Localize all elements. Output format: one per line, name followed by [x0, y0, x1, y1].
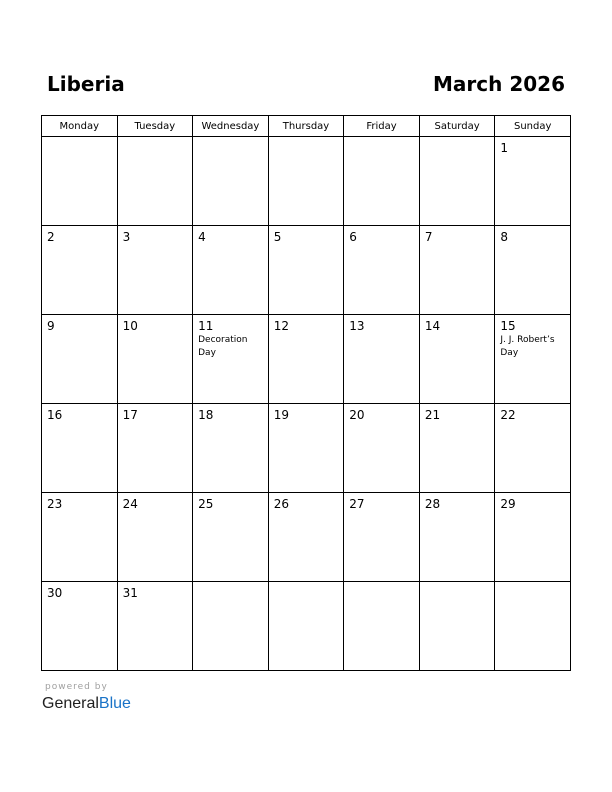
day-number: 10 — [122, 319, 138, 333]
week-row — [42, 493, 571, 582]
day-cell — [495, 226, 571, 315]
weekday-tuesday: Tuesday — [117, 116, 193, 137]
day-cell — [344, 404, 420, 493]
day-cell — [419, 404, 495, 493]
day-cell — [193, 582, 269, 671]
day-cell — [495, 404, 571, 493]
day-cell — [42, 493, 118, 582]
day-number: 25 — [198, 497, 214, 511]
day-number: 28 — [424, 497, 441, 511]
day-cell — [419, 315, 495, 404]
day-number: 24 — [122, 497, 138, 511]
day-number: 1 — [500, 141, 509, 155]
day-cell — [193, 493, 269, 582]
day-cell — [419, 137, 495, 226]
day-number: 16 — [47, 408, 63, 422]
powered-by-text: powered by — [45, 682, 108, 692]
day-cell — [42, 315, 118, 404]
calendar-grid — [41, 115, 571, 671]
day-cell — [495, 493, 571, 582]
country-title: Liberia — [47, 72, 125, 96]
day-cell — [42, 404, 118, 493]
day-number: 6 — [349, 230, 357, 244]
day-number: 21 — [424, 408, 441, 422]
day-cell — [193, 315, 269, 404]
day-cell — [344, 226, 420, 315]
day-cell — [42, 226, 118, 315]
day-cell — [495, 137, 571, 226]
day-number: 30 — [47, 586, 63, 600]
day-cell — [193, 404, 269, 493]
day-cell — [344, 582, 420, 671]
day-cell — [268, 582, 344, 671]
holiday-label: J. J. Robert’s Day — [500, 335, 555, 358]
day-number: 15 — [500, 319, 516, 333]
day-cell — [117, 226, 193, 315]
day-cell — [419, 493, 495, 582]
day-cell — [268, 493, 344, 582]
day-number: 2 — [47, 230, 55, 244]
week-row — [42, 582, 571, 671]
week-row — [42, 137, 571, 226]
holiday-label: Decoration Day — [198, 335, 248, 358]
day-cell — [193, 137, 269, 226]
day-number: 20 — [349, 408, 365, 422]
month-year-title: March 2026 — [433, 72, 565, 96]
day-number: 27 — [349, 497, 365, 511]
day-number: 23 — [47, 497, 63, 511]
day-cell — [419, 226, 495, 315]
day-number: 7 — [424, 230, 433, 244]
brand-blue-text: Blue — [98, 695, 131, 712]
day-number: 8 — [500, 230, 509, 244]
day-cell — [268, 137, 344, 226]
generalblue-logo[interactable] — [42, 694, 131, 714]
day-cell — [268, 226, 344, 315]
week-row — [42, 404, 571, 493]
day-cell — [268, 315, 344, 404]
day-number: 3 — [122, 230, 131, 244]
weekday-header-row — [42, 116, 571, 137]
day-cell — [344, 137, 420, 226]
day-cell — [495, 315, 571, 404]
day-number: 26 — [273, 497, 289, 511]
day-number: 18 — [198, 408, 214, 422]
weekday-monday: Monday — [42, 116, 118, 137]
brand-general-text: General — [42, 695, 99, 712]
day-number: 13 — [349, 319, 365, 333]
day-cell — [117, 404, 193, 493]
weekday-saturday: Saturday — [419, 116, 495, 137]
weekday-thursday: Thursday — [268, 116, 344, 137]
day-cell — [495, 582, 571, 671]
weekday-sunday: Sunday — [495, 116, 571, 137]
day-cell — [117, 582, 193, 671]
day-number: 17 — [122, 408, 138, 422]
day-number: 14 — [424, 319, 441, 333]
day-number: 9 — [47, 319, 55, 333]
day-cell — [193, 226, 269, 315]
day-cell — [419, 582, 495, 671]
week-row — [42, 315, 571, 404]
day-cell — [344, 493, 420, 582]
day-number: 29 — [500, 497, 516, 511]
day-cell — [117, 137, 193, 226]
weekday-wednesday: Wednesday — [193, 116, 269, 137]
day-number: 19 — [273, 408, 289, 422]
day-cell — [42, 582, 118, 671]
calendar-body — [42, 137, 571, 671]
day-number: 31 — [122, 586, 138, 600]
day-number: 5 — [273, 230, 282, 244]
day-number: 11 — [198, 319, 214, 333]
day-cell — [117, 493, 193, 582]
day-cell — [344, 315, 420, 404]
day-number: 22 — [500, 408, 516, 422]
day-number: 4 — [198, 230, 206, 244]
week-row — [42, 226, 571, 315]
day-cell — [117, 315, 193, 404]
day-cell — [268, 404, 344, 493]
weekday-friday: Friday — [344, 116, 420, 137]
day-number: 12 — [273, 319, 289, 333]
day-cell — [42, 137, 118, 226]
